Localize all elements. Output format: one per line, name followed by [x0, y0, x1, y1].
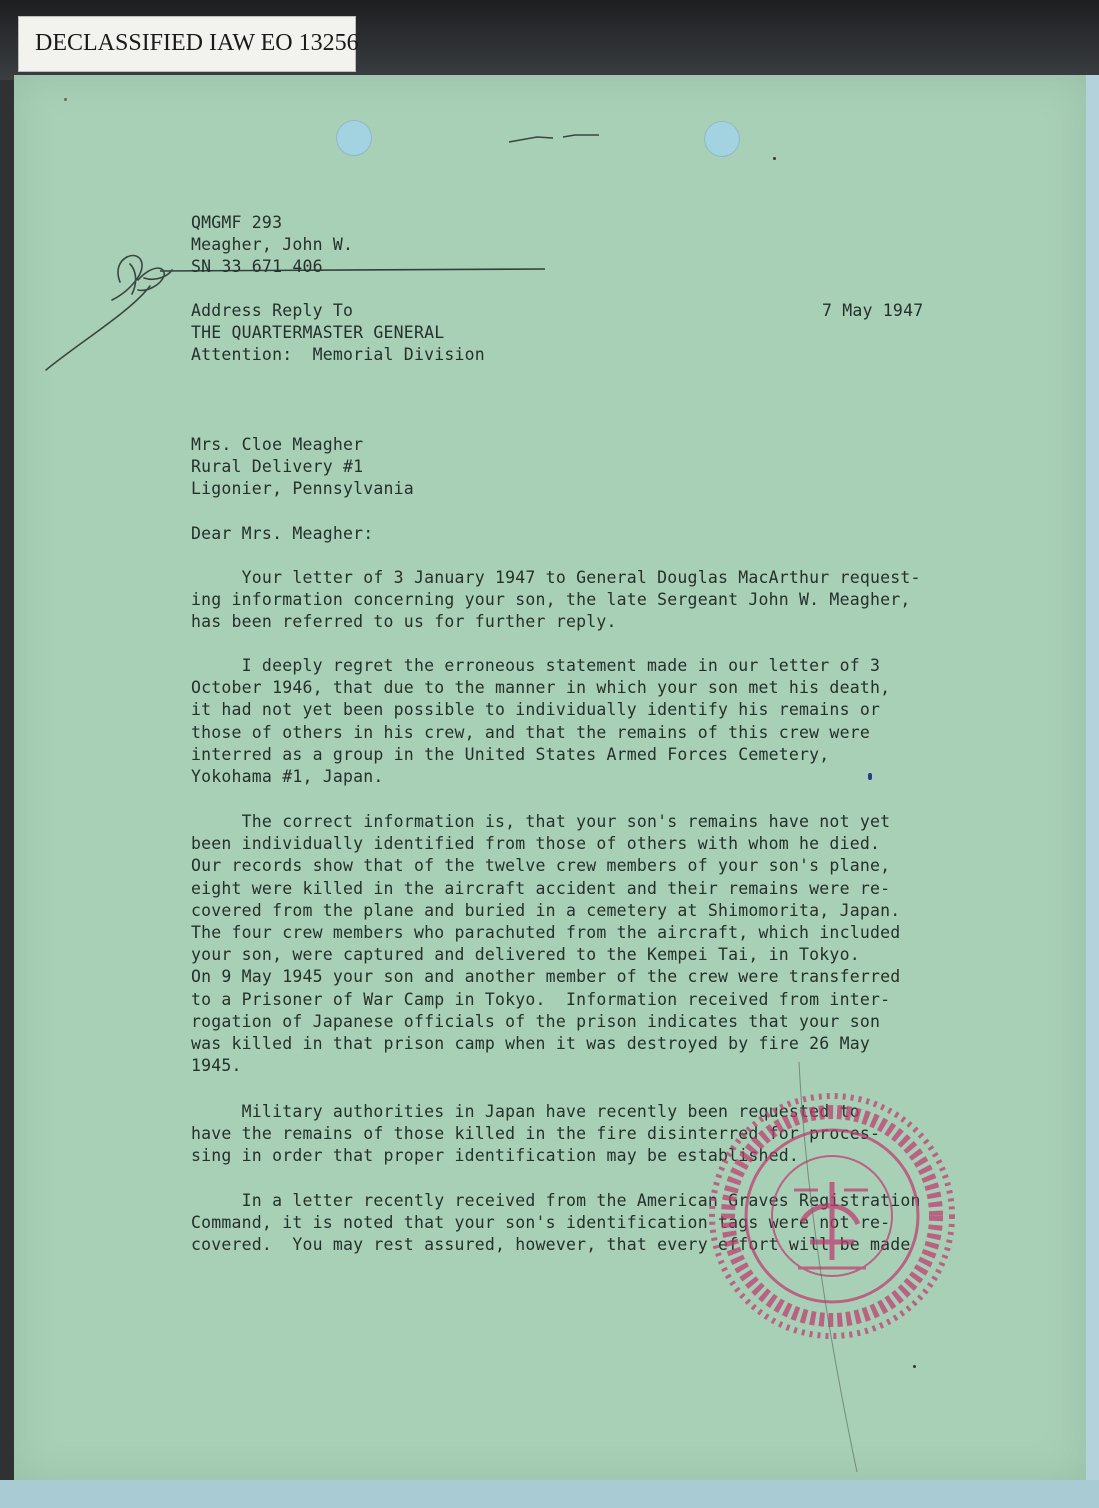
salutation: Dear Mrs. Meagher:: [191, 524, 374, 543]
reply-to-line-2: THE QUARTERMASTER GENERAL: [191, 323, 445, 342]
ink-speck: [64, 98, 67, 101]
paragraph-line: to a Prisoner of War Camp in Tokyo. Information received from inter-: [191, 989, 891, 1009]
paragraph-line: 1945.: [191, 1056, 242, 1076]
paragraph-line: In a letter recently received from the American Graves Registration: [191, 1191, 921, 1210]
paragraph-line: your son, were captured and delivered to the Kempei Tai, in Tokyo.: [191, 945, 860, 965]
recipient-name: Mrs. Cloe Meagher: [191, 435, 364, 454]
paragraph-line: rogation of Japanese officials of the prison indicates that your son: [191, 1011, 881, 1031]
paragraph-line: ing information concerning your son, the late Sergeant John W. Meagher,: [191, 590, 911, 610]
paragraph-line: have the remains of those killed in the fire disinterred for proces-: [191, 1124, 881, 1144]
recipient-city: Ligonier, Pennsylvania: [191, 479, 414, 498]
file-reference-code: QMGMF 293: [191, 213, 283, 232]
pencil-tick-mark: [505, 125, 605, 150]
punch-hole-left: [336, 120, 372, 156]
paragraph-line: Command, it is noted that your son's identification tags were not re-: [191, 1213, 891, 1233]
paragraph-line: On 9 May 1945 your son and another member of the crew were transferred: [191, 967, 901, 987]
reply-to-line-3: Attention: Memorial Division: [191, 345, 485, 364]
paragraph-line: sing in order that proper identification may be established.: [191, 1146, 800, 1166]
paragraph-line: those of others in his crew, and that the remains of this crew were: [191, 722, 870, 742]
declassified-label: DECLASSIFIED IAW EO 13256: [18, 16, 356, 72]
paragraph-line: The correct information is, that your son's remains have not yet: [191, 812, 891, 831]
file-reference-serial: SN 33 671 406: [191, 257, 323, 276]
paragraph-line: been individually identified from those of others with whom he died.: [191, 834, 881, 854]
body-paragraph-1: [191, 567, 921, 634]
paragraph-line: The four crew members who parachuted from the aircraft, which included: [191, 923, 901, 943]
paragraph-line: Your letter of 3 January 1947 to General Douglas MacArthur request-: [191, 568, 921, 587]
paragraph-line: eight were killed in the aircraft accident and their remains were re-: [191, 878, 891, 898]
letter-date: 7 May 1947: [822, 301, 924, 320]
paragraph-line: covered. You may rest assured, however, that every effort will be made: [191, 1235, 911, 1255]
recipient-street: Rural Delivery #1: [191, 457, 364, 476]
paragraph-line: Military authorities in Japan have recently been requested to: [191, 1102, 860, 1121]
paragraph-line: Yokohama #1, Japan.: [191, 767, 384, 787]
reply-to-line-1: Address Reply To: [191, 301, 354, 320]
file-reference-name: Meagher, John W.: [191, 235, 354, 254]
paragraph-line: interred as a group in the United States Armed Forces Cemetery,: [191, 744, 830, 764]
paragraph-line: October 1946, that due to the manner in which your son met his death,: [191, 678, 891, 698]
pencil-stroke: [795, 1060, 865, 1480]
paragraph-line: has been referred to us for further reply.: [191, 612, 617, 632]
punch-hole-right: [704, 121, 740, 157]
ink-speck: [913, 1365, 916, 1368]
paragraph-line: covered from the plane and buried in a cemetery at Shimomorita, Japan.: [191, 900, 901, 920]
ink-speck: [773, 157, 776, 160]
scan-right-edge: [1086, 75, 1099, 1480]
paragraph-line: it had not yet been possible to individually identify his remains or: [191, 700, 881, 720]
body-paragraph-2: [191, 655, 890, 788]
body-paragraph-3: [191, 811, 900, 1077]
paragraph-line: was killed in that prison camp when it was destroyed by fire 26 May: [191, 1034, 870, 1054]
paragraph-line: I deeply regret the erroneous statement made in our letter of 3: [191, 656, 881, 675]
paragraph-line: Our records show that of the twelve crew members of your son's plane,: [191, 856, 891, 876]
scan-bottom-edge: [0, 1480, 1099, 1508]
